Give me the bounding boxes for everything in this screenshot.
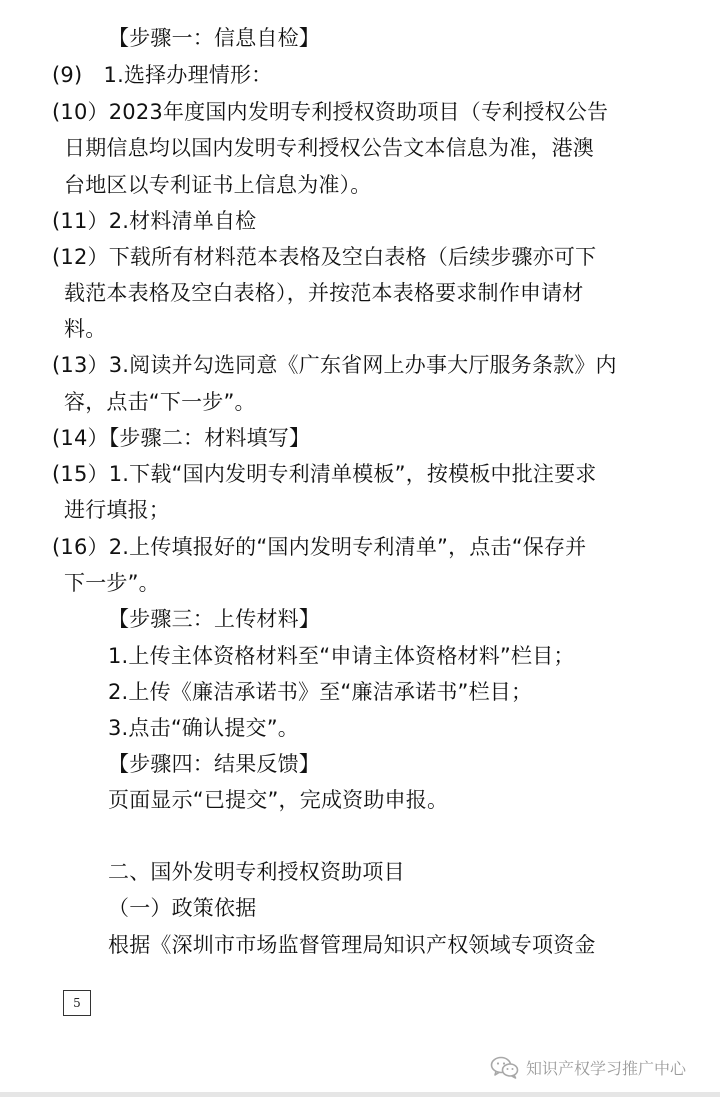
step-three-item-1: 1.上传主体资格材料至“申请主体资格材料”栏目； [108,644,575,668]
item-15-line-2: 进行填报； [64,498,170,522]
section-two-heading: 二、国外发明专利授权资助项目 [108,860,405,884]
step-three-heading: 【步骤三：上传材料】 [108,607,320,631]
wechat-icon [490,1055,520,1079]
item-10-line-3: 台地区以专利证书上信息为准）。 [64,173,372,197]
item-16-line-1: (16）2.上传填报好的“国内发明专利清单”，点击“保存并 [52,535,587,559]
item-12-line-2: 载范本表格及空白表格），并按范本表格要求制作申请材 [64,281,584,305]
step-four-text: 页面显示“已提交”，完成资助申报。 [108,788,449,812]
item-16-line-2: 下一步”。 [64,571,160,595]
step-three-item-3: 3.点击“确认提交”。 [108,716,299,740]
item-12-line-1: (12）下载所有材料范本表格及空白表格（后续步骤亦可下 [52,245,597,269]
item-9: (9) 1.选择办理情形： [52,63,273,87]
policy-basis-text: 根据《深圳市市场监督管理局知识产权领域专项资金 [108,933,596,957]
step-four-heading: 【步骤四：结果反馈】 [108,752,320,776]
item-15-line-1: (15）1.下载“国内发明专利清单模板”，按模板中批注要求 [52,462,597,486]
item-13-line-2: 容，点击“下一步”。 [64,390,256,414]
watermark [490,1053,686,1081]
item-14: (14）【步骤二：材料填写】 [52,426,311,450]
step-one-heading: 【步骤一：信息自检】 [108,26,320,50]
watermark-text: 知识产权学习推广中心 [526,1058,687,1078]
item-10-line-1: (10）2023年度国内发明专利授权资助项目（专利授权公告 [52,100,609,124]
step-three-item-2: 2.上传《廉洁承诺书》至“廉洁承诺书”栏目； [108,680,533,704]
item-11: (11）2.材料清单自检 [52,209,257,233]
subsection-heading: （一）政策依据 [108,896,257,920]
bottom-divider [0,1092,720,1097]
item-13-line-1: (13）3.阅读并勾选同意《广东省网上办事大厅服务条款》内 [52,353,617,377]
item-10-line-2: 日期信息均以国内发明专利授权公告文本信息为准，港澳 [64,136,594,160]
item-12-line-3: 料。 [64,317,107,341]
page-number: 5 [63,990,91,1016]
